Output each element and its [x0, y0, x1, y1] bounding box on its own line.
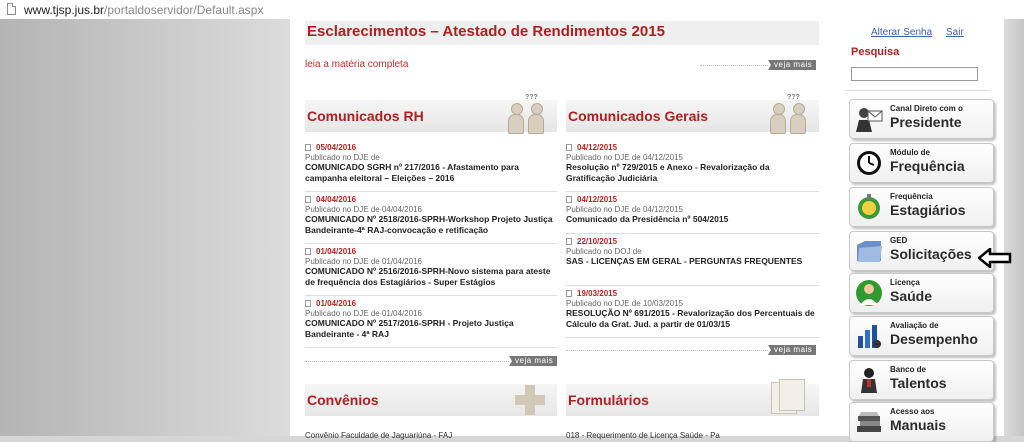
page-background-right	[1004, 19, 1024, 436]
item-date: 19/03/2015	[566, 289, 617, 298]
item-separator	[305, 243, 557, 244]
formularios-first-item[interactable]: 018 - Requerimento de Licença Saúde - Pa	[566, 431, 720, 440]
sidebar-divider	[845, 90, 991, 91]
comunicados-gerais-title: Comunicados Gerais	[568, 108, 709, 124]
list-item[interactable]	[566, 287, 819, 339]
item-title[interactable]: COMUNICADO SGRH nº 217/2016 - Afastamento para campanha eleitoral – Eleições – 2016	[305, 162, 519, 183]
item-published: Publicado no DOJ de	[566, 247, 642, 256]
sidebar-button-manuais[interactable]	[849, 402, 994, 442]
page-background-left	[0, 19, 290, 436]
hero-veja-mais-button[interactable]: veja mais	[768, 60, 816, 70]
item-date: 01/04/2016	[305, 299, 356, 308]
item-title[interactable]: Comunicado da Presidência nº 504/2015	[566, 214, 729, 224]
item-title[interactable]: RESOLUÇÃO Nº 691/2015 - Revalorização dos Percentuais de Cálculo da Grat. Jud. a partir de 01/03/15	[566, 308, 815, 329]
sidebar-button-saude[interactable]	[849, 273, 994, 313]
sidebar-button-subtitle: Canal Direto com o	[890, 104, 963, 113]
sidebar-button-label: Estagiários	[890, 202, 966, 218]
comunicados-rh-title: Comunicados RH	[307, 108, 424, 124]
people-icon: ???	[503, 94, 551, 132]
sidebar-button-label: Solicitações	[890, 246, 972, 262]
item-separator	[305, 191, 557, 192]
alterar-senha-link[interactable]: Alterar Senha	[871, 27, 933, 38]
sidebar-button-label: Saúde	[890, 288, 933, 304]
item-separator	[305, 347, 557, 348]
folder-icon	[855, 237, 883, 265]
sidebar-button-solicitacoes[interactable]	[849, 231, 994, 271]
item-date: 04/12/2015	[566, 143, 617, 152]
item-published: Publicado no DJE de 01/04/2016	[305, 257, 422, 266]
sidebar-button-label: Desempenho	[890, 331, 978, 347]
item-title[interactable]: SAS - LICENÇAS EM GERAL - PERGUNTAS FREQUENTES	[566, 256, 803, 266]
comunicados-rh-list	[305, 141, 557, 349]
people-icon: ???	[765, 94, 813, 132]
item-published: Publicado no DJE de 04/04/2016	[305, 205, 422, 214]
search-label: Pesquisa	[851, 46, 900, 58]
sidebar-button-subtitle: Acesso aos	[890, 407, 935, 416]
sidebar-button-subtitle: Banco de	[890, 365, 927, 374]
sidebar-button-label: Manuais	[890, 417, 947, 433]
convenios-header	[305, 384, 557, 416]
sidebar-button-talentos[interactable]	[849, 360, 994, 400]
list-item[interactable]	[305, 141, 557, 193]
item-title[interactable]: COMUNICADO Nº 2518/2016-SPRH-Workshop Projeto Justiça Bandeirante-4ª RAJ-convocação e retificação	[305, 214, 553, 235]
person-icon	[855, 366, 883, 394]
comunicados-rh-header	[305, 94, 557, 132]
list-item[interactable]	[566, 235, 819, 287]
search-input[interactable]	[851, 67, 978, 81]
item-date: 01/04/2016	[305, 247, 356, 256]
calendar-icon	[305, 144, 311, 151]
doctor-icon	[855, 279, 883, 307]
item-date: 04/12/2015	[566, 195, 617, 204]
sidebar-button-desempenho[interactable]	[849, 316, 994, 356]
calendar-icon	[566, 196, 572, 203]
calendar-icon	[305, 300, 311, 307]
list-item[interactable]	[305, 193, 557, 245]
page-icon	[7, 3, 16, 15]
divider	[566, 350, 768, 351]
convenios-title: Convênios	[307, 392, 379, 408]
item-date: 04/04/2016	[305, 195, 356, 204]
calendar-icon	[566, 144, 572, 151]
badge-icon	[855, 193, 883, 221]
list-item[interactable]	[566, 141, 819, 193]
rh-veja-mais-button[interactable]: veja mais	[509, 356, 557, 366]
divider	[700, 65, 768, 66]
featured-article-header	[305, 21, 819, 45]
sidebar-button-label: Presidente	[890, 114, 962, 130]
item-separator	[566, 337, 819, 338]
sidebar	[841, 19, 993, 436]
main-content	[290, 19, 830, 440]
item-title[interactable]: COMUNICADO Nº 2516/2016-SPRH-Novo sistema para ateste de frequência dos Estagiários - Super Estágios	[305, 266, 551, 287]
sidebar-button-estagiarios[interactable]	[849, 187, 994, 227]
item-separator	[566, 233, 819, 234]
formularios-header	[566, 384, 819, 416]
item-date: 22/10/2015	[566, 237, 617, 246]
sidebar-button-subtitle: Frequência	[890, 192, 933, 201]
clock-icon	[855, 149, 883, 177]
item-published: Publicado no DJE de 01/04/2016	[305, 309, 422, 318]
gerais-veja-mais-button[interactable]: veja mais	[768, 345, 816, 355]
plus-icon	[515, 385, 545, 415]
item-separator	[566, 191, 819, 192]
calendar-icon	[566, 238, 572, 245]
bar-chart-icon	[855, 322, 883, 350]
divider	[305, 361, 509, 362]
mail-person-icon	[855, 105, 883, 133]
url-text[interactable]: www.tjsp.jus.br/portaldoservidor/Default.aspx	[24, 3, 264, 17]
browser-address-bar[interactable]	[0, 0, 1024, 20]
sidebar-button-label: Talentos	[890, 375, 947, 391]
comunicados-gerais-list	[566, 141, 819, 339]
item-published: Publicado no DJE de 04/12/2015	[566, 153, 683, 162]
item-published: Publicado no DJE de 04/12/2015	[566, 205, 683, 214]
books-icon	[855, 408, 883, 436]
item-title[interactable]: COMUNICADO Nº 2517/2016-SPRH - Projeto Justiça Bandeirante - 4ª RAJ	[305, 318, 514, 339]
convenios-first-item[interactable]: Convênio Faculdade de Jaguariúna - FAJ	[305, 431, 453, 440]
list-item[interactable]	[566, 193, 819, 235]
list-item[interactable]	[305, 297, 557, 349]
formularios-title: Formulários	[568, 392, 649, 408]
sidebar-button-subtitle: Avaliação de	[890, 321, 939, 330]
read-more-link[interactable]: leia a matéria completa	[305, 59, 409, 70]
item-title[interactable]: Resolução nº 729/2015 e Anexo - Revalorização da Gratificação Judiciária	[566, 162, 770, 183]
sidebar-button-subtitle: Licença	[890, 278, 920, 287]
list-item[interactable]	[305, 245, 557, 297]
item-date: 05/04/2016	[305, 143, 356, 152]
sidebar-button-subtitle: GED	[890, 236, 908, 245]
comunicados-gerais-header	[566, 94, 819, 132]
calendar-icon	[566, 290, 572, 297]
featured-article-title[interactable]: Esclarecimentos – Atestado de Rendimentos 2015	[307, 23, 665, 40]
sidebar-button-frequencia[interactable]	[849, 143, 994, 183]
documents-icon	[771, 379, 807, 413]
item-published: Publicado no DJE de 10/03/2015	[566, 299, 683, 308]
calendar-icon	[305, 196, 311, 203]
item-published: Publicado no DJE de	[305, 153, 380, 162]
sidebar-button-presidente[interactable]	[849, 99, 994, 139]
calendar-icon	[305, 248, 311, 255]
pointer-arrow-icon	[978, 248, 1012, 268]
sair-link[interactable]: Sair	[946, 27, 964, 38]
sidebar-button-subtitle: Módulo de	[890, 148, 930, 157]
item-separator	[305, 295, 557, 296]
item-separator	[566, 285, 819, 286]
sidebar-button-label: Frequência	[890, 158, 965, 174]
portal-page	[290, 19, 1004, 440]
